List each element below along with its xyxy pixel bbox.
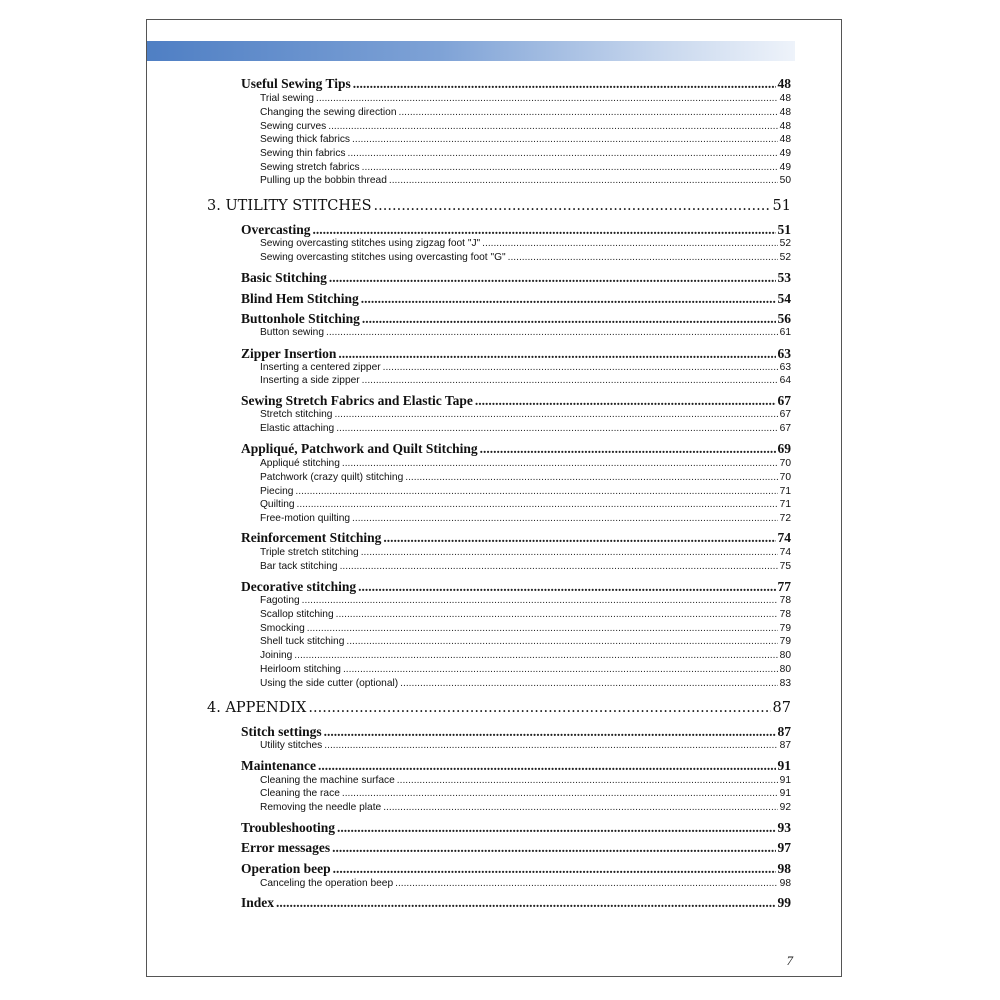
toc-sub-entry	[260, 107, 791, 120]
toc-entry-page: 79	[779, 623, 791, 634]
toc-section-entry	[241, 393, 791, 410]
toc-section-entry	[241, 530, 791, 547]
toc-entry-title: Inserting a centered zipper	[260, 362, 381, 373]
dot-leader	[405, 472, 777, 483]
toc-entry-page: 50	[779, 175, 791, 186]
toc-section-entry	[241, 222, 791, 239]
dot-leader	[361, 547, 778, 558]
toc-entry-title: Appliqué, Patchwork and Quilt Stitching	[241, 441, 478, 456]
toc-sub-entry	[260, 423, 791, 436]
toc-entry-page: 74	[777, 530, 791, 545]
toc-sub-entry	[260, 375, 791, 388]
toc-sub-entry	[260, 362, 791, 375]
dot-leader	[324, 724, 776, 740]
dot-leader	[352, 513, 778, 524]
toc-entry-title: Sewing thin fabrics	[260, 148, 346, 159]
toc-sub-entry	[260, 93, 791, 106]
toc-entry-page: 87	[772, 700, 791, 716]
toc-entry-title: 4. APPENDIX	[207, 700, 307, 716]
dot-leader	[383, 362, 778, 373]
toc-sub-entry	[260, 162, 791, 175]
dot-leader	[316, 93, 778, 104]
toc-entry-page: 63	[777, 346, 791, 361]
toc-sub-entry	[260, 148, 791, 161]
toc-entry-page: 78	[779, 595, 791, 606]
dot-leader	[329, 270, 776, 286]
toc-sub-entry	[260, 486, 791, 499]
dot-leader	[295, 486, 777, 497]
toc-entry-title: Changing the sewing direction	[260, 107, 397, 118]
dot-leader	[399, 107, 778, 118]
toc-entry-title: Button sewing	[260, 327, 324, 338]
toc-sub-entry	[260, 609, 791, 622]
toc-section-entry	[241, 579, 791, 596]
toc-entry-page: 92	[779, 802, 791, 813]
toc-section-entry	[241, 291, 791, 308]
toc-entry-page: 71	[779, 499, 791, 510]
toc-entry-page: 48	[777, 76, 791, 91]
toc-sub-entry	[260, 121, 791, 134]
toc-section-entry	[241, 270, 791, 287]
toc-sub-entry	[260, 878, 791, 891]
dot-leader	[333, 861, 776, 877]
toc-entry-page: 51	[772, 198, 791, 214]
dot-leader	[302, 595, 778, 606]
toc-entry-page: 52	[779, 238, 791, 249]
toc-entry-title: Zipper Insertion	[241, 346, 337, 361]
toc-entry-page: 72	[779, 513, 791, 524]
dot-leader	[362, 162, 778, 173]
dot-leader	[318, 758, 776, 774]
table-of-contents	[147, 20, 841, 976]
toc-entry-title: Index	[241, 895, 275, 910]
toc-sub-entry	[260, 650, 791, 663]
toc-entry-title: Sewing thick fabrics	[260, 134, 351, 145]
toc-entry-page: 51	[777, 222, 791, 237]
toc-sub-entry	[260, 327, 791, 340]
toc-entry-page: 48	[779, 93, 791, 104]
toc-entry-title: Smocking	[260, 623, 305, 634]
toc-entry-title: Reinforcement Stitching	[241, 530, 382, 545]
toc-entry-title: Elastic attaching	[260, 423, 335, 434]
toc-entry-page: 48	[779, 134, 791, 145]
dot-leader	[508, 252, 778, 263]
dot-leader	[362, 311, 776, 327]
dot-leader	[383, 802, 777, 813]
toc-entry-title: Cleaning the machine surface	[260, 775, 395, 786]
dot-leader	[374, 198, 771, 214]
toc-entry-title: Maintenance	[241, 758, 316, 773]
toc-entry-page: 74	[779, 547, 791, 558]
toc-entry-page: 64	[779, 375, 791, 386]
toc-section-entry	[241, 441, 791, 458]
toc-entry-page: 98	[777, 861, 791, 876]
toc-entry-page: 79	[779, 636, 791, 647]
toc-entry-title: Removing the needle plate	[260, 802, 382, 813]
toc-sub-entry	[260, 547, 791, 560]
toc-sub-entry	[260, 513, 791, 526]
dot-leader	[352, 134, 778, 145]
toc-entry-page: 87	[779, 740, 791, 751]
toc-entry-title: Bar tack stitching	[260, 561, 338, 572]
dot-leader	[334, 409, 777, 420]
toc-entry-page: 80	[779, 664, 791, 675]
toc-sub-entry	[260, 788, 791, 801]
toc-entry-title: Buttonhole Stitching	[241, 311, 360, 326]
toc-entry-page: 48	[779, 121, 791, 132]
toc-entry-page: 91	[779, 788, 791, 799]
toc-entry-title: Decorative stitching	[241, 579, 357, 594]
toc-entry-page: 91	[777, 758, 791, 773]
document-page	[146, 19, 842, 977]
dot-leader	[324, 740, 777, 751]
dot-leader	[480, 441, 776, 457]
toc-section-entry	[241, 820, 791, 837]
toc-entry-page: 63	[779, 362, 791, 373]
dot-leader	[342, 458, 778, 469]
toc-sub-entry	[260, 664, 791, 677]
dot-leader	[276, 895, 775, 911]
toc-entry-title: Appliqué stitching	[260, 458, 340, 469]
toc-entry-title: Cleaning the race	[260, 788, 340, 799]
dot-leader	[328, 121, 777, 132]
dot-leader	[383, 530, 775, 546]
toc-entry-title: Stretch stitching	[260, 409, 333, 420]
toc-entry-page: 52	[779, 252, 791, 263]
dot-leader	[358, 579, 775, 595]
toc-section-entry	[241, 758, 791, 775]
dot-leader	[336, 609, 778, 620]
toc-entry-title: Free-motion quilting	[260, 513, 351, 524]
toc-entry-title: Error messages	[241, 840, 331, 855]
toc-entry-page: 53	[777, 270, 791, 285]
dot-leader	[475, 393, 776, 409]
toc-entry-page: 80	[779, 650, 791, 661]
toc-entry-title: Pulling up the bobbin thread	[260, 175, 387, 186]
toc-sub-entry	[260, 134, 791, 147]
toc-entry-page: 83	[779, 678, 791, 689]
toc-sub-entry	[260, 458, 791, 471]
toc-entry-title: Stitch settings	[241, 724, 322, 739]
toc-entry-title: Sewing stretch fabrics	[260, 162, 360, 173]
toc-section-entry	[241, 724, 791, 741]
toc-entry-page: 98	[779, 878, 791, 889]
toc-entry-page: 48	[779, 107, 791, 118]
toc-entry-title: Useful Sewing Tips	[241, 76, 351, 91]
toc-sub-entry	[260, 636, 791, 649]
toc-entry-page: 69	[777, 441, 791, 456]
toc-entry-page: 87	[777, 724, 791, 739]
toc-entry-title: Sewing curves	[260, 121, 327, 132]
toc-entry-title: Sewing overcasting stitches using overcasting foot "G"	[260, 252, 506, 263]
dot-leader	[313, 222, 776, 238]
dot-leader	[337, 820, 775, 836]
toc-chapter-entry	[207, 700, 791, 720]
toc-sub-entry	[260, 740, 791, 753]
toc-entry-page: 54	[777, 291, 791, 306]
dot-leader	[389, 175, 778, 186]
toc-entry-title: Sewing Stretch Fabrics and Elastic Tape	[241, 393, 473, 408]
toc-entry-title: Heirloom stitching	[260, 664, 341, 675]
toc-section-entry	[241, 861, 791, 878]
toc-sub-entry	[260, 409, 791, 422]
dot-leader	[346, 636, 777, 647]
dot-leader	[332, 840, 775, 856]
dot-leader	[361, 291, 776, 307]
dot-leader	[342, 788, 778, 799]
toc-section-entry	[241, 311, 791, 328]
toc-sub-entry	[260, 252, 791, 265]
toc-entry-title: Triple stretch stitching	[260, 547, 359, 558]
toc-entry-title: 3. UTILITY STITCHES	[207, 198, 372, 214]
toc-entry-title: Utility stitches	[260, 740, 323, 751]
toc-entry-page: 70	[779, 458, 791, 469]
toc-entry-page: 99	[777, 895, 791, 910]
toc-entry-page: 67	[779, 409, 791, 420]
toc-sub-entry	[260, 238, 791, 251]
toc-entry-page: 49	[779, 148, 791, 159]
toc-sub-entry	[260, 561, 791, 574]
toc-entry-title: Piecing	[260, 486, 294, 497]
toc-entry-page: 97	[777, 840, 791, 855]
toc-entry-page: 70	[779, 472, 791, 483]
toc-entry-page: 91	[779, 775, 791, 786]
toc-section-entry	[241, 840, 791, 857]
toc-entry-title: Using the side cutter (optional)	[260, 678, 399, 689]
toc-entry-title: Canceling the operation beep	[260, 878, 394, 889]
toc-entry-page: 67	[779, 423, 791, 434]
toc-entry-title: Blind Hem Stitching	[241, 291, 359, 306]
dot-leader	[343, 664, 778, 675]
toc-section-entry	[241, 895, 791, 912]
toc-entry-title: Fagoting	[260, 595, 300, 606]
toc-sub-entry	[260, 595, 791, 608]
toc-entry-page: 67	[777, 393, 791, 408]
dot-leader	[326, 327, 778, 338]
toc-entry-title: Overcasting	[241, 222, 311, 237]
toc-entry-page: 77	[777, 579, 791, 594]
page-number: 7	[786, 953, 793, 968]
toc-entry-title: Patchwork (crazy quilt) stitching	[260, 472, 404, 483]
toc-entry-title: Sewing overcasting stitches using zigzag foot "J"	[260, 238, 481, 249]
toc-sub-entry	[260, 175, 791, 188]
dot-leader	[340, 561, 778, 572]
dot-leader	[308, 700, 770, 716]
toc-entry-page: 78	[779, 609, 791, 620]
dot-leader	[395, 878, 778, 889]
toc-sub-entry	[260, 678, 791, 691]
dot-leader	[294, 650, 777, 661]
toc-entry-title: Quilting	[260, 499, 295, 510]
toc-section-entry	[241, 346, 791, 363]
toc-entry-page: 49	[779, 162, 791, 173]
toc-entry-title: Operation beep	[241, 861, 331, 876]
toc-entry-title: Joining	[260, 650, 293, 661]
toc-entry-title: Shell tuck stitching	[260, 636, 345, 647]
toc-entry-title: Inserting a side zipper	[260, 375, 360, 386]
dot-leader	[400, 678, 777, 689]
dot-leader	[353, 76, 776, 92]
dot-leader	[336, 423, 777, 434]
toc-sub-entry	[260, 472, 791, 485]
dot-leader	[338, 346, 775, 362]
toc-chapter-entry	[207, 198, 791, 218]
toc-entry-title: Basic Stitching	[241, 270, 327, 285]
toc-entry-page: 71	[779, 486, 791, 497]
toc-sub-entry	[260, 623, 791, 636]
dot-leader	[297, 499, 778, 510]
dot-leader	[362, 375, 778, 386]
toc-entry-page: 75	[779, 561, 791, 572]
toc-sub-entry	[260, 775, 791, 788]
toc-entry-page: 93	[777, 820, 791, 835]
toc-section-entry	[241, 76, 791, 93]
dot-leader	[348, 148, 778, 159]
dot-leader	[482, 238, 778, 249]
dot-leader	[307, 623, 778, 634]
toc-entry-page: 61	[779, 327, 791, 338]
toc-sub-entry	[260, 802, 791, 815]
toc-entry-title: Trial sewing	[260, 93, 314, 104]
toc-sub-entry	[260, 499, 791, 512]
dot-leader	[397, 775, 778, 786]
toc-entry-title: Troubleshooting	[241, 820, 336, 835]
toc-entry-title: Scallop stitching	[260, 609, 334, 620]
toc-entry-page: 56	[777, 311, 791, 326]
